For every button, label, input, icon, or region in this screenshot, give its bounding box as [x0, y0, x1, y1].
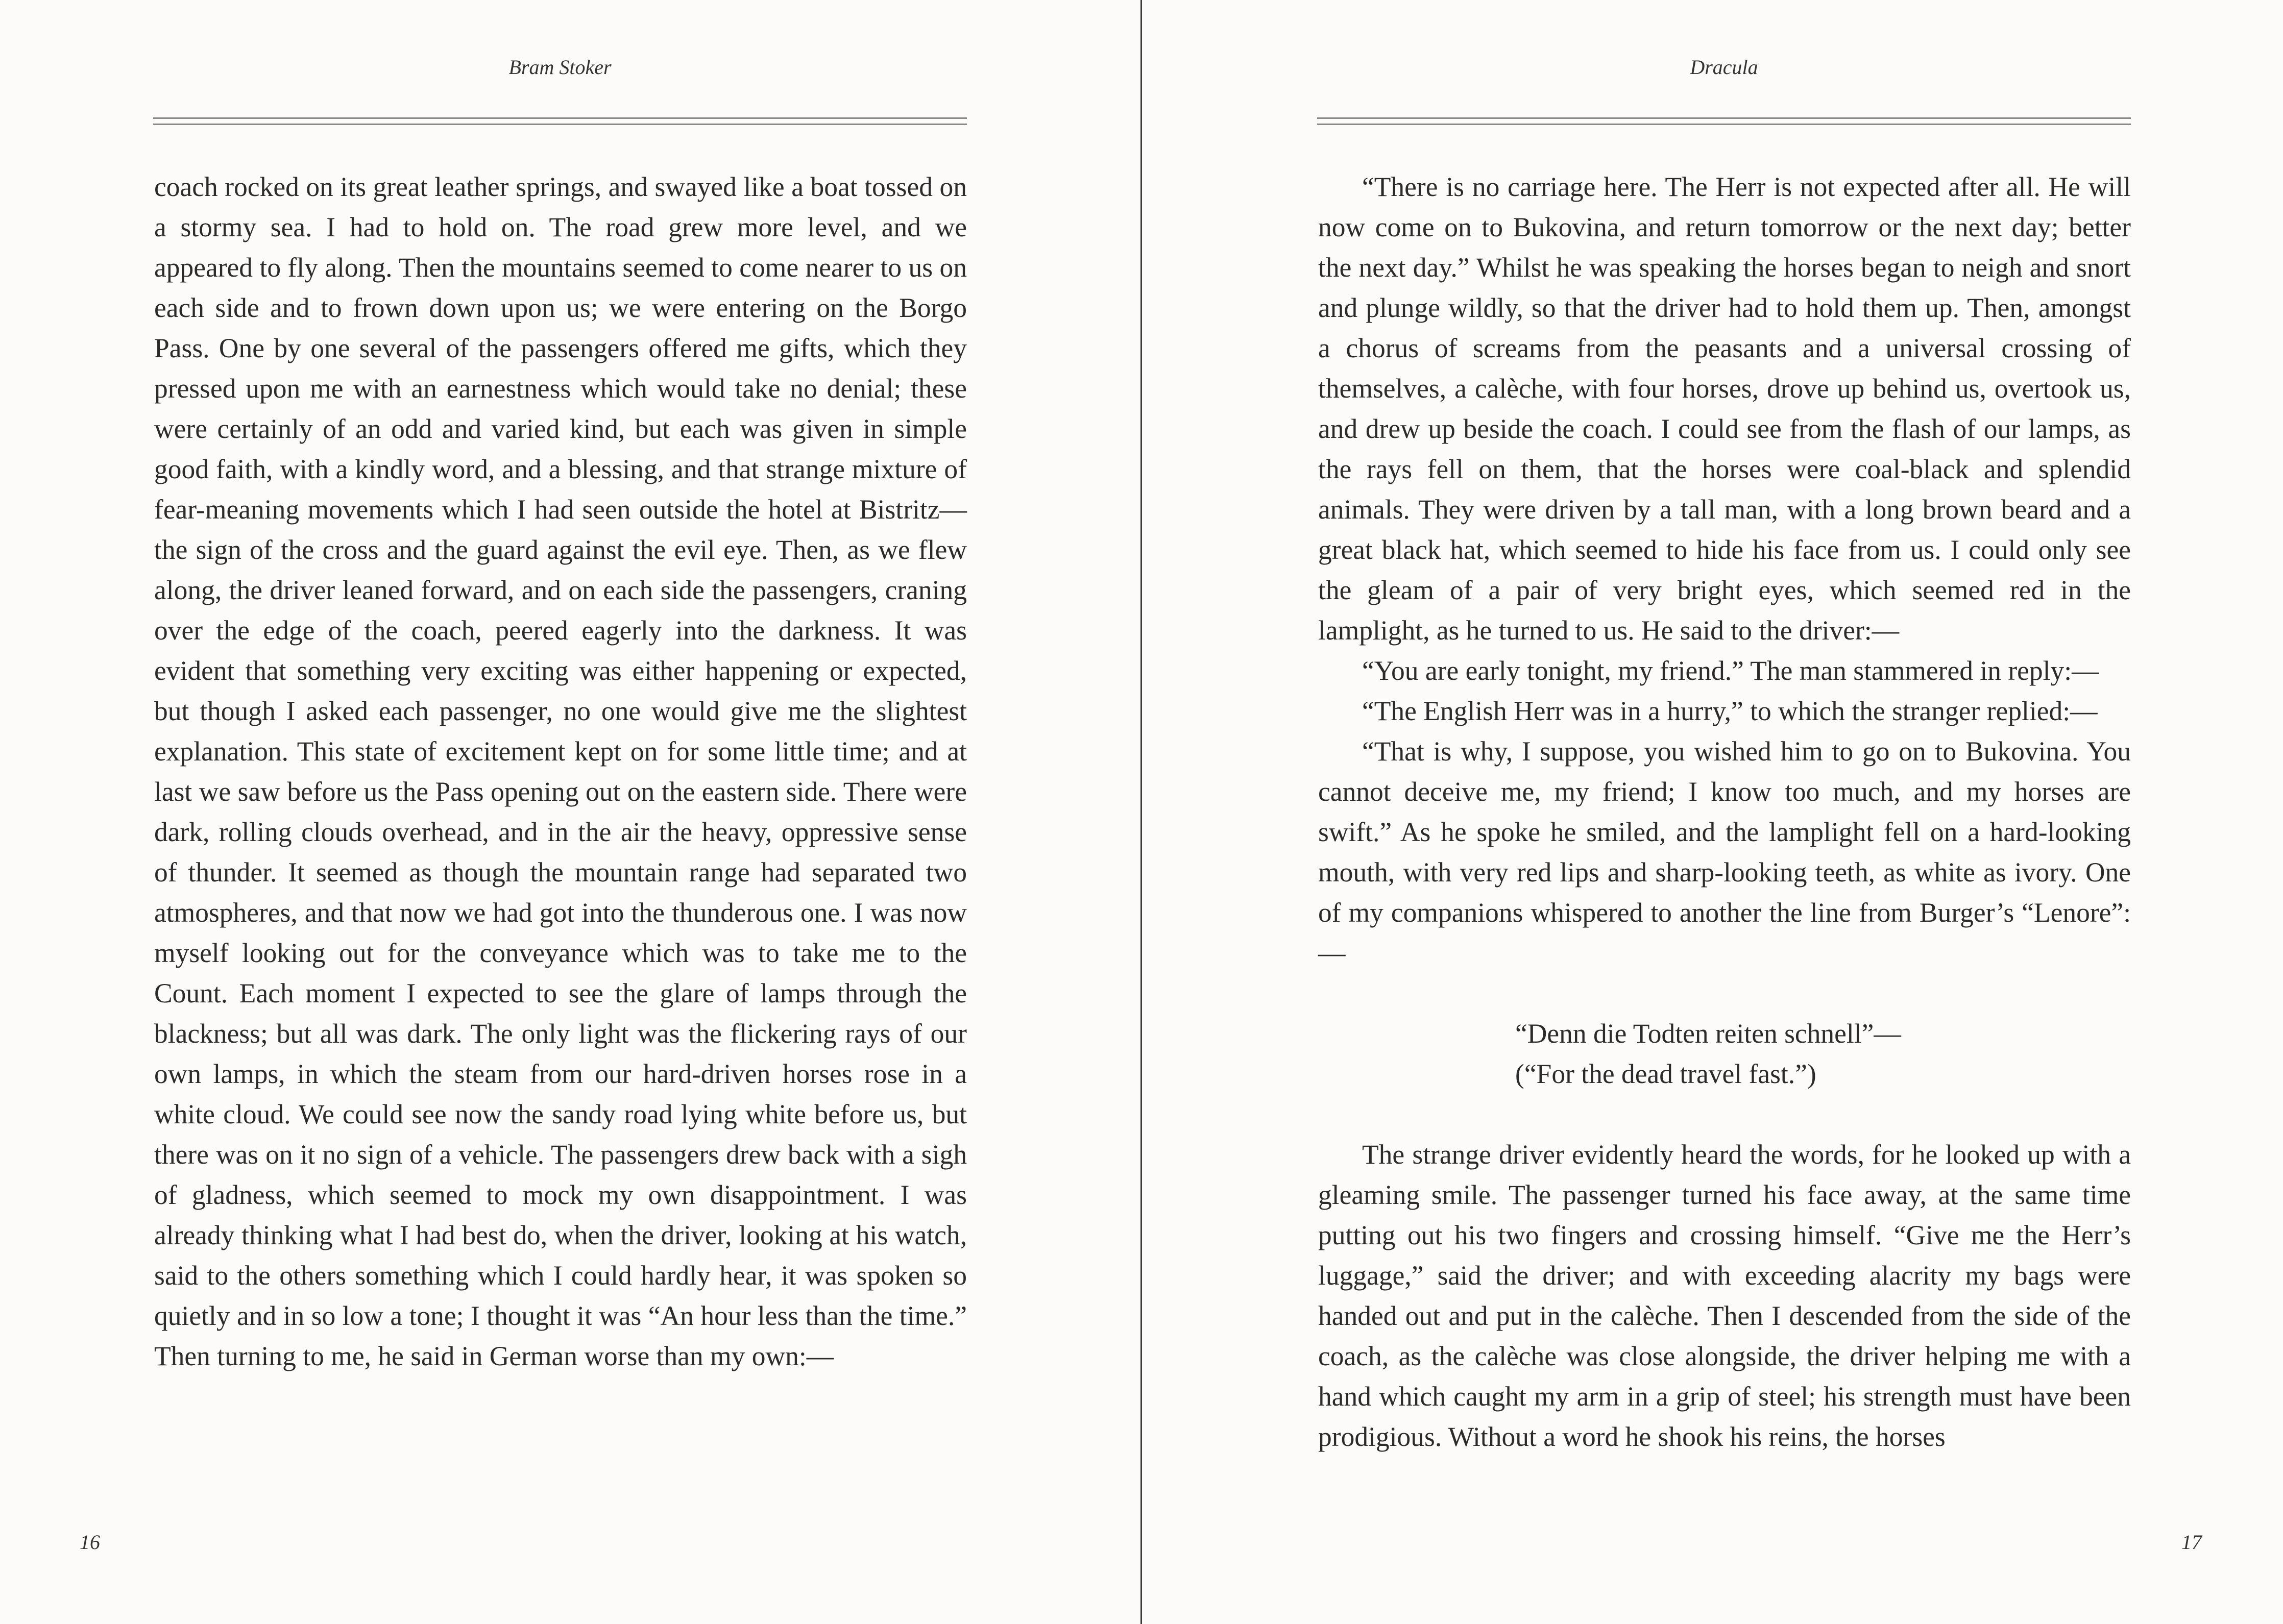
verse-quotation — [1318, 1014, 2131, 1094]
running-head-title: Dracula — [1690, 56, 1758, 79]
verse-line: (“For the dead travel fast.”) — [1515, 1059, 1816, 1089]
right-page — [1142, 0, 2283, 1624]
running-head-author: Bram Stoker — [508, 56, 612, 79]
paragraph: “There is no carriage here. The Herr is not expected after all. He will now come on to Bukovina, and return tomorrow or the next day; better the next day.” Whilst he was speaking the horses began to neigh and snort and plunge wildly, so that the driver had to hold them up. Then, amongst a chorus of screams from the peasants and a universal crossing of themselves, a calèche, with four horses, drove up behind us, overtook us, and drew up beside the coach. I could see from the flash of our lamps, as the rays fell on them, that the horses were coal-black and splendid animals. They were driven by a tall man, with a long brown beard and a great black hat, which seemed to hide his face from us. I could only see the gleam of a pair of very bright eyes, which seemed red in the lamplight, as he turned to us. He said to the driver:— — [1318, 171, 2131, 646]
paragraph: “You are early tonight, my friend.” The man stammered in reply:— — [1362, 655, 2099, 686]
page-number: 17 — [2181, 1531, 2202, 1554]
paragraph: coach rocked on its great leather springs, and swayed like a boat tossed on a stormy sea. I had to hold on. The road grew more level, and we appeared to fly along. Then the mountains seemed to come nearer to us on each side and to frown down upon us; we were entering on the Borgo Pass. One by one several of the passengers offered me gifts, which they pressed upon me with an earnestness which would take no denial; these were certainly of an odd and varied kind, but each was given in simple good faith, with a kindly word, and a blessing, and that strange mixture of fear-meaning movements which I had seen outside the hotel at Bistritz—the sign of the cross and the guard against the evil eye. Then, as we flew along, the driver leaned forward, and on each side the passengers, craning over the edge of the coach, peered eagerly into the darkness. It was evident that something very exciting was either happening or expected, but though I asked each passenger, no one would give me the slightest explanation. This state of excitement kept on for some little time; and at last we saw before us the Pass opening out on the eastern side. There were dark, rolling clouds overhead, and in the air the heavy, oppressive sense of thunder. It seemed as though the mountain range had separated two atmospheres, and that now we had got into the thunderous one. I was now myself looking out for the conveyance which was to take me to the Count. Each moment I expected to see the glare of lamps through the blackness; but all was dark. The only light was the flickering rays of our own lamps, in which the steam from our hard-driven horses rose in a white cloud. We could see now the sandy road lying white before us, but there was on it no sign of a vehicle. The passengers drew back with a sigh of gladness, which seemed to mock my own disappointment. I was already thinking what I had best do, when the driver, looking at his watch, said to the others something which I could hardly hear, it was spoken so quietly and in so low a tone; I thought it was “An hour less than the time.” Then turning to me, he said in German worse than my own:— — [154, 171, 967, 1371]
right-page-body — [1318, 167, 2131, 1457]
page-number: 16 — [80, 1531, 100, 1554]
verse-line: “Denn die Todten reiten schnell”— — [1515, 1018, 1901, 1049]
paragraph: “The English Herr was in a hurry,” to which the stranger replied:— — [1362, 696, 2098, 726]
paragraph: The strange driver evidently heard the words, for he looked up with a gleaming smile. The passenger turned his face away, at the same time putting out his two fingers and crossing himself. “Give me the Herr’s luggage,” said the driver; and with exceeding alacrity my bags were handed out and put in the calèche. Then I descended from the side of the coach, as the calèche was close alongside, the driver helping me with a hand which caught my arm in a grip of steel; his strength must have been prodigious. Without a word he shook his reins, the horses — [1318, 1139, 2131, 1452]
header-rule — [153, 117, 967, 125]
left-page — [0, 0, 1140, 1624]
left-page-body — [154, 167, 967, 1376]
paragraph: “That is why, I suppose, you wished him to go on to Bukovina. You cannot deceive me, my friend; I know too much, and my horses are swift.” As he spoke he smiled, and the lamplight fell on a hard-looking mouth, with very red lips and sharp-looking teeth, as white as ivory. One of my companions whispered to another the line from Burger’s “Lenore”:— — [1318, 736, 2131, 968]
header-rule — [1317, 117, 2131, 125]
